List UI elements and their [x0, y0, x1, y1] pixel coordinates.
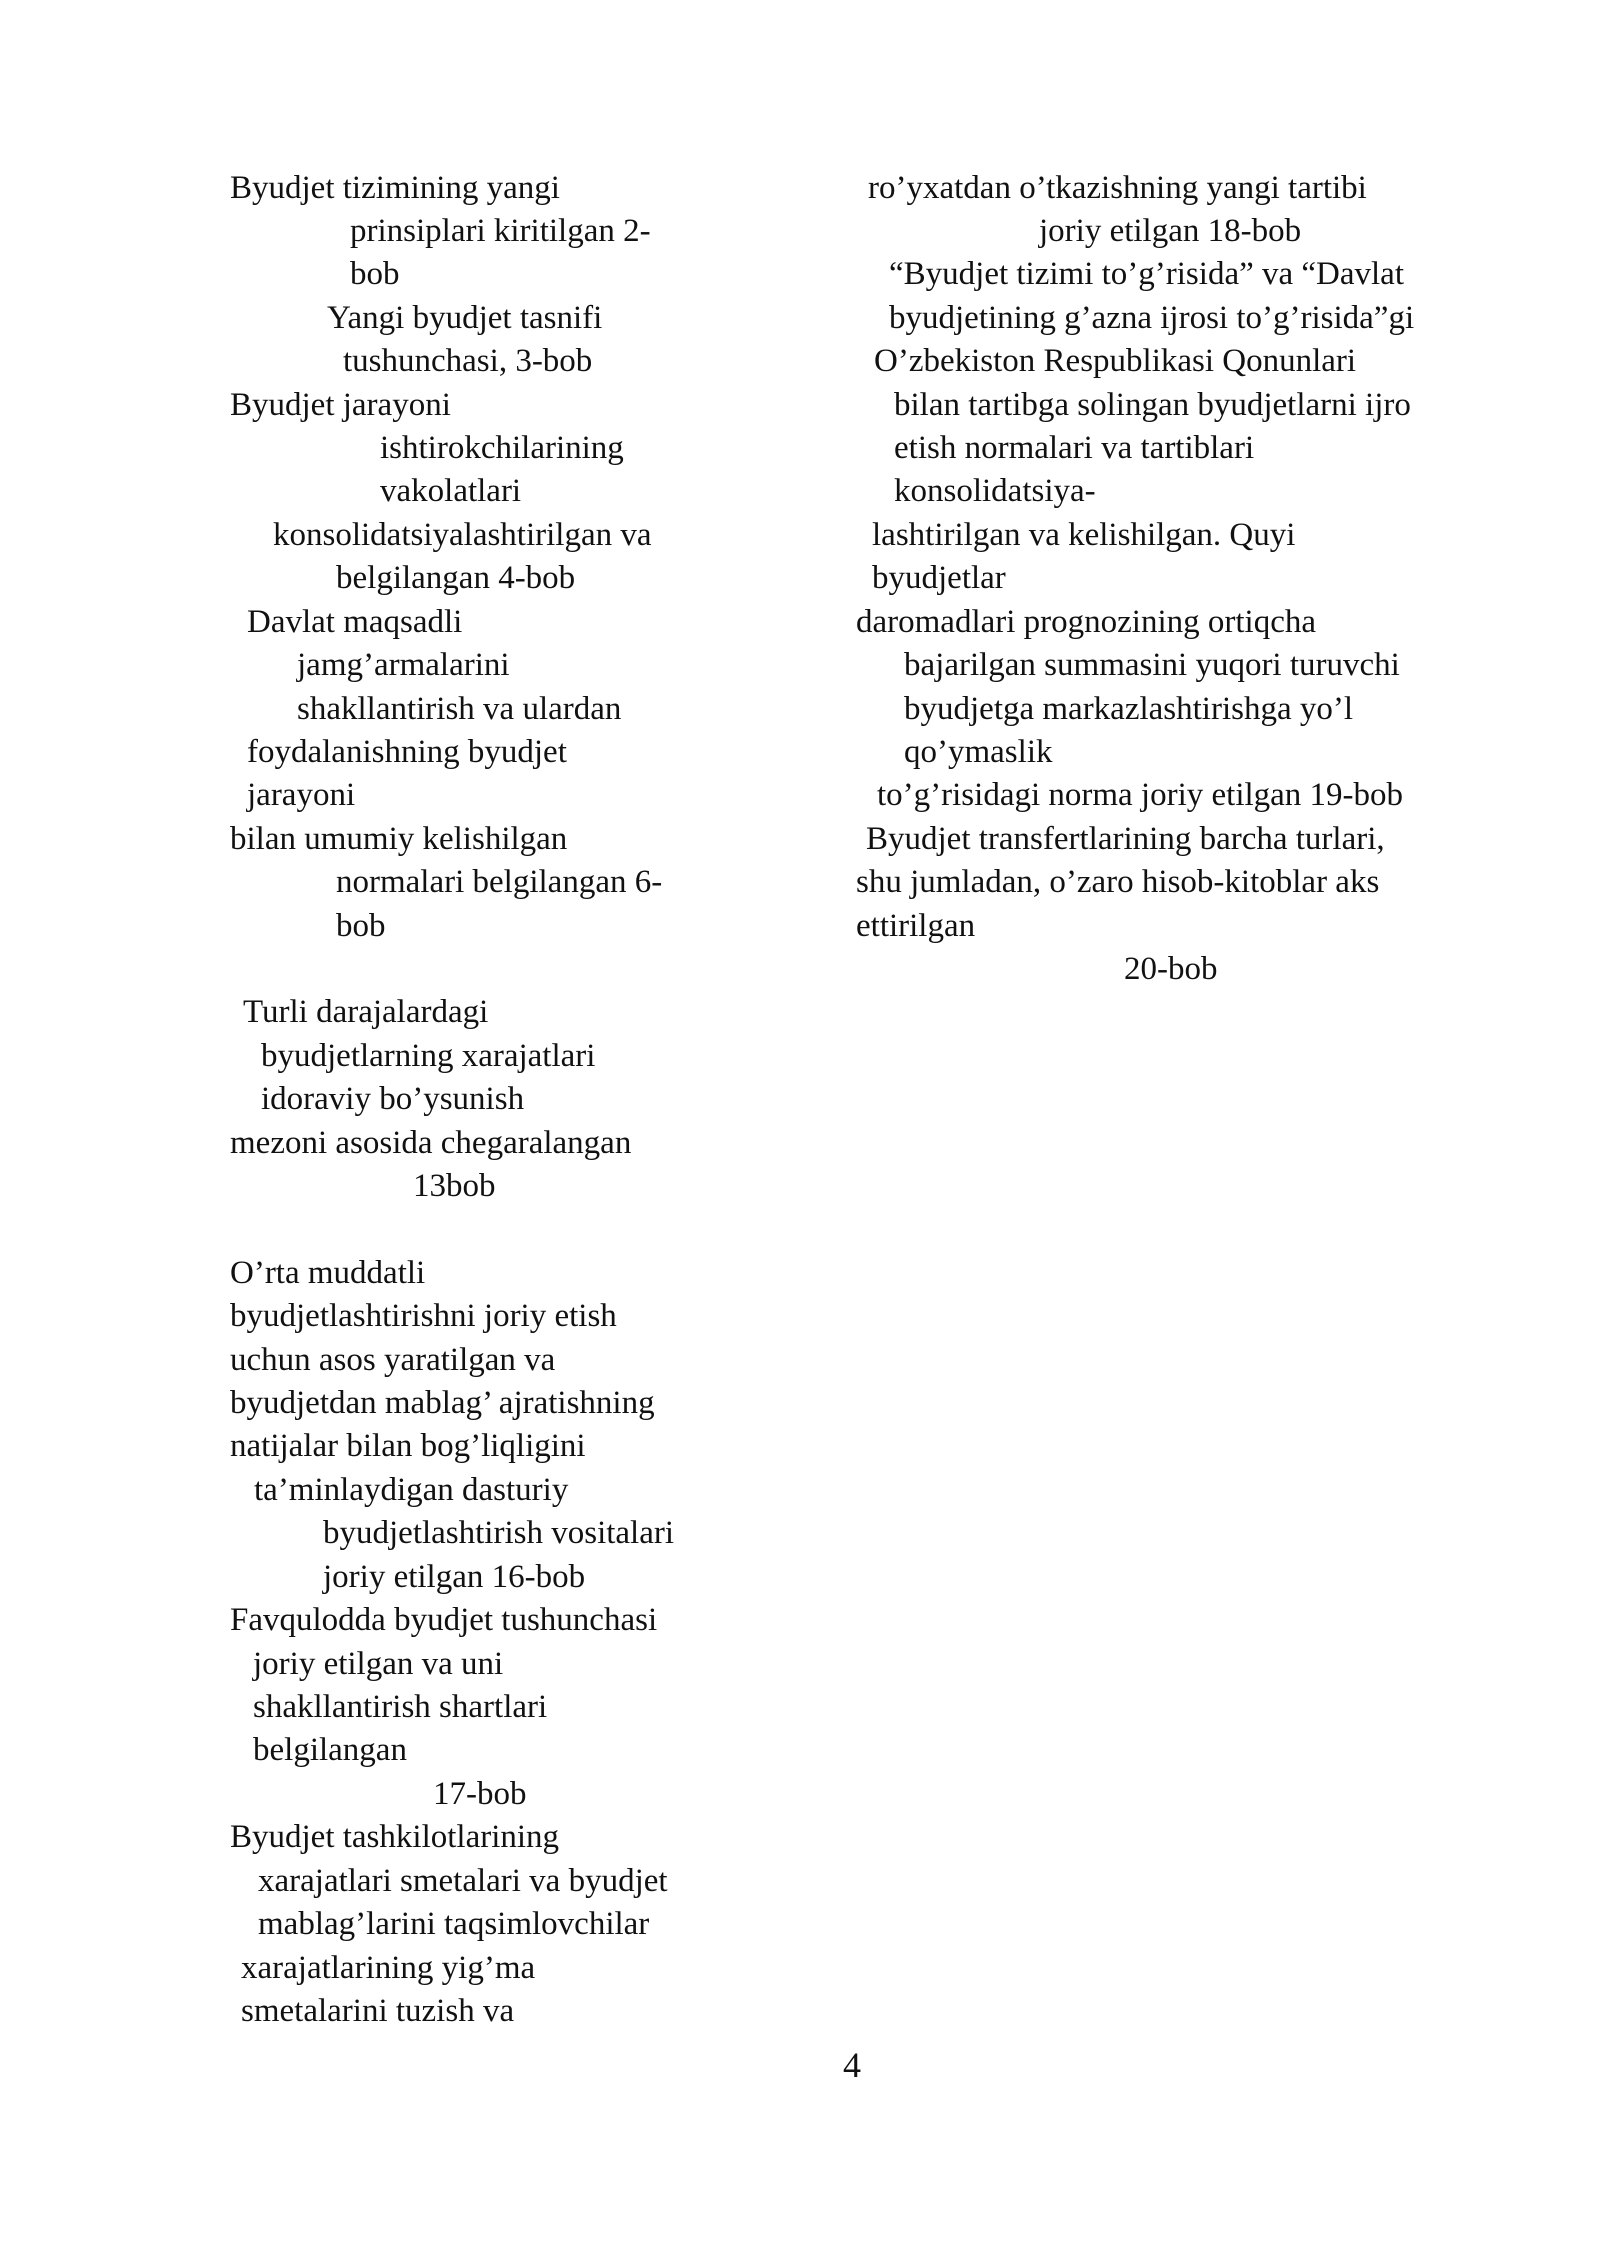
right-line: joriy etilgan 18-bob [1039, 213, 1302, 249]
right-line: ro’yxatdan o’tkazishning yangi tartibi [868, 170, 1367, 206]
right-line: byudjetga markazlashtirishga yo’l [904, 691, 1354, 727]
right-line: konsolidatsiya- [894, 473, 1096, 509]
left-line: shakllantirish va ulardan [297, 691, 622, 727]
left-line: natijalar bilan bog’liqligini [230, 1428, 586, 1464]
right-line: O’zbekiston Respublikasi Qonunlari [874, 343, 1357, 379]
left-line: konsolidatsiyalashtirilgan va [273, 517, 652, 553]
right-line: qo’ymaslik [904, 734, 1053, 770]
right-line: to’g’risidagi norma joriy etilgan 19-bob [877, 777, 1404, 813]
right-line: bajarilgan summasini yuqori turuvchi [904, 647, 1400, 683]
right-line: byudjetining g’azna ijrosi to’g’risida”gi [889, 300, 1415, 336]
left-line: Byudjet tashkilotlarining [230, 1819, 560, 1855]
left-line: 17-bob [433, 1776, 527, 1812]
right-line: “Byudjet tizimi to’g’risida” va “Davlat [889, 256, 1404, 292]
left-line: mezoni asosida chegaralangan [230, 1125, 632, 1161]
left-line: Favqulodda byudjet tushunchasi [230, 1602, 658, 1638]
left-line: tushunchasi, 3-bob [343, 343, 593, 379]
left-line: jarayoni [247, 777, 356, 813]
right-line: byudjetlar [872, 560, 1006, 596]
right-line: lashtirilgan va kelishilgan. Quyi [872, 517, 1296, 553]
left-line: Yangi byudjet tasnifi [327, 300, 603, 336]
left-line: prinsiplari kiritilgan 2- [350, 213, 651, 249]
left-line: 13bob [413, 1168, 496, 1204]
left-line: bob [336, 908, 386, 944]
left-line: mablag’larini taqsimlovchilar [258, 1906, 650, 1942]
right-line: daromadlari prognozining ortiqcha [856, 604, 1317, 640]
left-line: belgilangan 4-bob [336, 560, 576, 596]
left-line: bilan umumiy kelishilgan [230, 821, 568, 857]
left-line: vakolatlari [380, 473, 522, 509]
left-line: ta’minlaydigan dasturiy [254, 1472, 569, 1508]
left-line: ishtirokchilarining [380, 430, 624, 466]
left-line: xarajatlari smetalari va byudjet [258, 1863, 668, 1899]
left-line: Byudjet jarayoni [230, 387, 451, 423]
left-line: byudjetlashtirish vositalari [323, 1515, 675, 1551]
left-line: belgilangan [253, 1732, 407, 1768]
left-line: Davlat maqsadli [247, 604, 463, 640]
left-line: Turli darajalardagi [243, 994, 489, 1030]
right-line: shu jumladan, o’zaro hisob-kitoblar aks [856, 864, 1380, 900]
left-line: byudjetlarning xarajatlari [261, 1038, 596, 1074]
left-line: joriy etilgan va uni [253, 1646, 504, 1682]
left-line: uchun asos yaratilgan va [230, 1342, 556, 1378]
page-number: 4 [843, 2045, 861, 2085]
left-line: Byudjet tizimining yangi [230, 170, 560, 206]
left-line: idoraviy bo’ysunish [261, 1081, 525, 1117]
left-line: byudjetdan mablag’ ajratishning [230, 1385, 655, 1421]
right-line: ettirilgan [856, 908, 976, 944]
left-line: jamg’armalarini [297, 647, 510, 683]
right-line: 20-bob [1124, 951, 1218, 987]
right-line: etish normalari va tartiblari [894, 430, 1255, 466]
left-line: shakllantirish shartlari [253, 1689, 548, 1725]
left-line: foydalanishning byudjet [247, 734, 567, 770]
left-line: normalari belgilangan 6- [336, 864, 663, 900]
left-line: bob [350, 256, 400, 292]
left-line: smetalarini tuzish va [241, 1993, 515, 2029]
left-line: xarajatlarining yig’ma [241, 1950, 536, 1986]
left-line: joriy etilgan 16-bob [323, 1559, 586, 1595]
right-line: bilan tartibga solingan byudjetlarni ijro [894, 387, 1411, 423]
right-line: Byudjet transfertlarining barcha turlari, [866, 821, 1385, 857]
left-line: O’rta muddatli [230, 1255, 426, 1291]
left-line: byudjetlashtirishni joriy etish [230, 1298, 617, 1334]
